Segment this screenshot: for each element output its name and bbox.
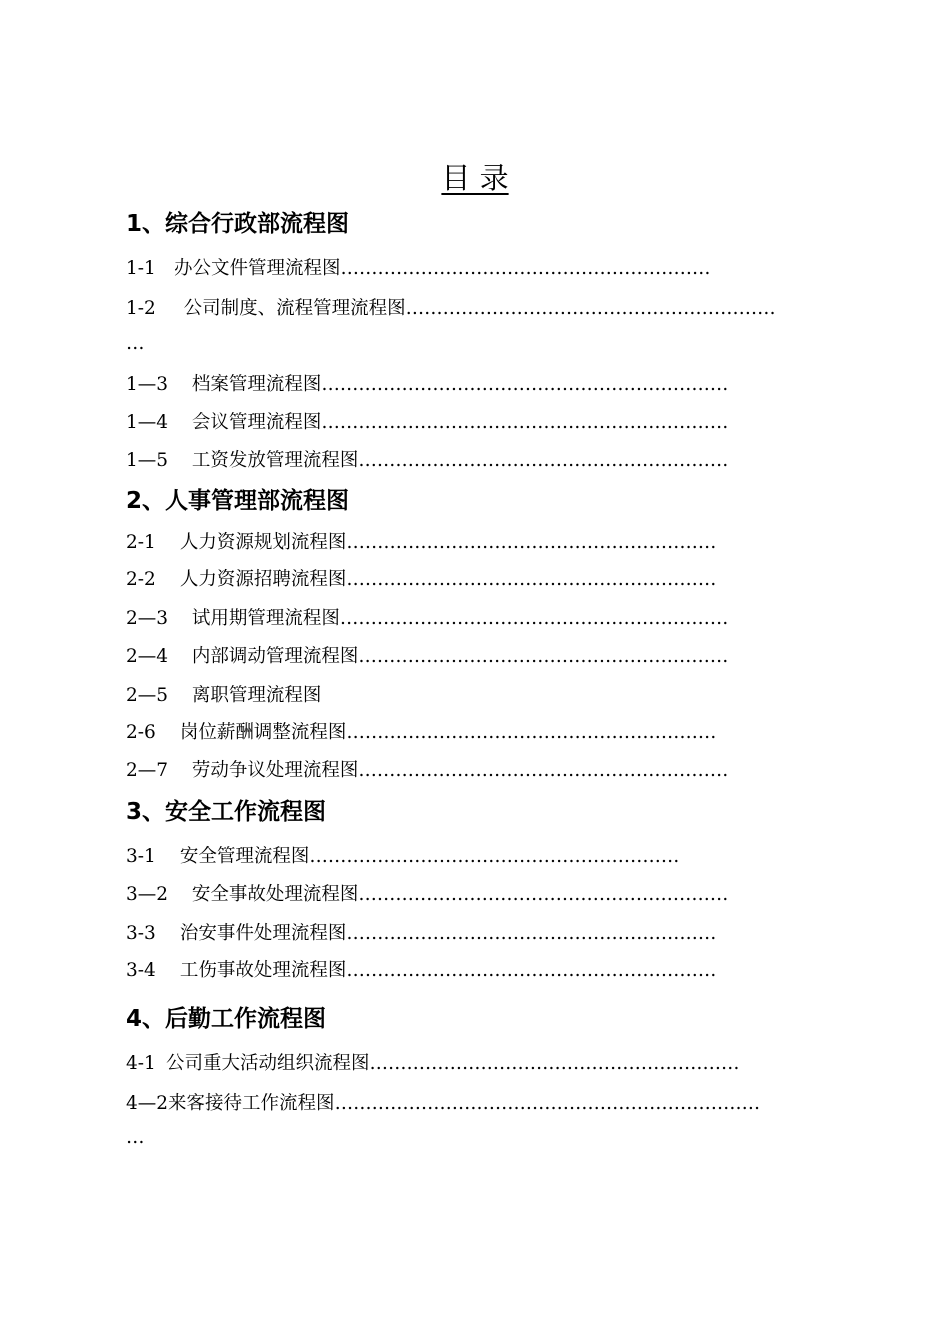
toc-entry-1-4[interactable]: 1—4 会议管理流程图………………………………………………………… bbox=[126, 412, 729, 433]
toc-entry-2-1[interactable]: 2-1 人力资源规划流程图…………………………………………………… bbox=[126, 532, 717, 553]
toc-entry-4-1[interactable]: 4-1 公司重大活动组织流程图…………………………………………………… bbox=[126, 1053, 740, 1074]
section-heading-4: 4、后勤工作流程图 bbox=[126, 1006, 327, 1032]
toc-entry-2-2[interactable]: 2-2 人力资源招聘流程图…………………………………………………… bbox=[126, 569, 717, 590]
toc-entry-2-4[interactable]: 2—4 内部调动管理流程图…………………………………………………… bbox=[126, 646, 729, 667]
toc-entry-2-6[interactable]: 2-6 岗位薪酬调整流程图…………………………………………………… bbox=[126, 722, 717, 743]
toc-entry-1-2-continuation: … bbox=[126, 333, 145, 354]
toc-entry-3-2[interactable]: 3—2 安全事故处理流程图…………………………………………………… bbox=[126, 884, 729, 905]
toc-entry-1-1[interactable]: 1-1 办公文件管理流程图…………………………………………………… bbox=[126, 258, 711, 279]
toc-entry-2-3[interactable]: 2—3 试用期管理流程图……………………………………………………… bbox=[126, 608, 729, 629]
toc-entry-4-2[interactable]: 4—2来客接待工作流程图…………………………………………………………… bbox=[126, 1093, 761, 1114]
toc-entry-3-3[interactable]: 3-3 治安事件处理流程图…………………………………………………… bbox=[126, 923, 717, 944]
toc-entry-2-7[interactable]: 2—7 劳动争议处理流程图…………………………………………………… bbox=[126, 760, 729, 781]
section-heading-2: 2、人事管理部流程图 bbox=[126, 488, 350, 514]
section-heading-3: 3、安全工作流程图 bbox=[126, 799, 327, 825]
toc-entry-3-1[interactable]: 3-1 安全管理流程图…………………………………………………… bbox=[126, 846, 680, 867]
toc-title-text: 目 录 bbox=[441, 161, 509, 195]
toc-entry-1-3[interactable]: 1—3 档案管理流程图………………………………………………………… bbox=[126, 374, 729, 395]
toc-entry-4-2-continuation: … bbox=[126, 1127, 145, 1148]
toc-title bbox=[0, 158, 950, 198]
toc-entry-1-2[interactable]: 1-2 公司制度、流程管理流程图…………………………………………………… bbox=[126, 298, 776, 319]
toc-entry-2-5[interactable]: 2—5 离职管理流程图 bbox=[126, 685, 322, 706]
toc-entry-3-4[interactable]: 3-4 工伤事故处理流程图…………………………………………………… bbox=[126, 960, 717, 981]
section-heading-1: 1、综合行政部流程图 bbox=[126, 211, 350, 237]
toc-entry-1-5[interactable]: 1—5 工资发放管理流程图…………………………………………………… bbox=[126, 450, 729, 471]
